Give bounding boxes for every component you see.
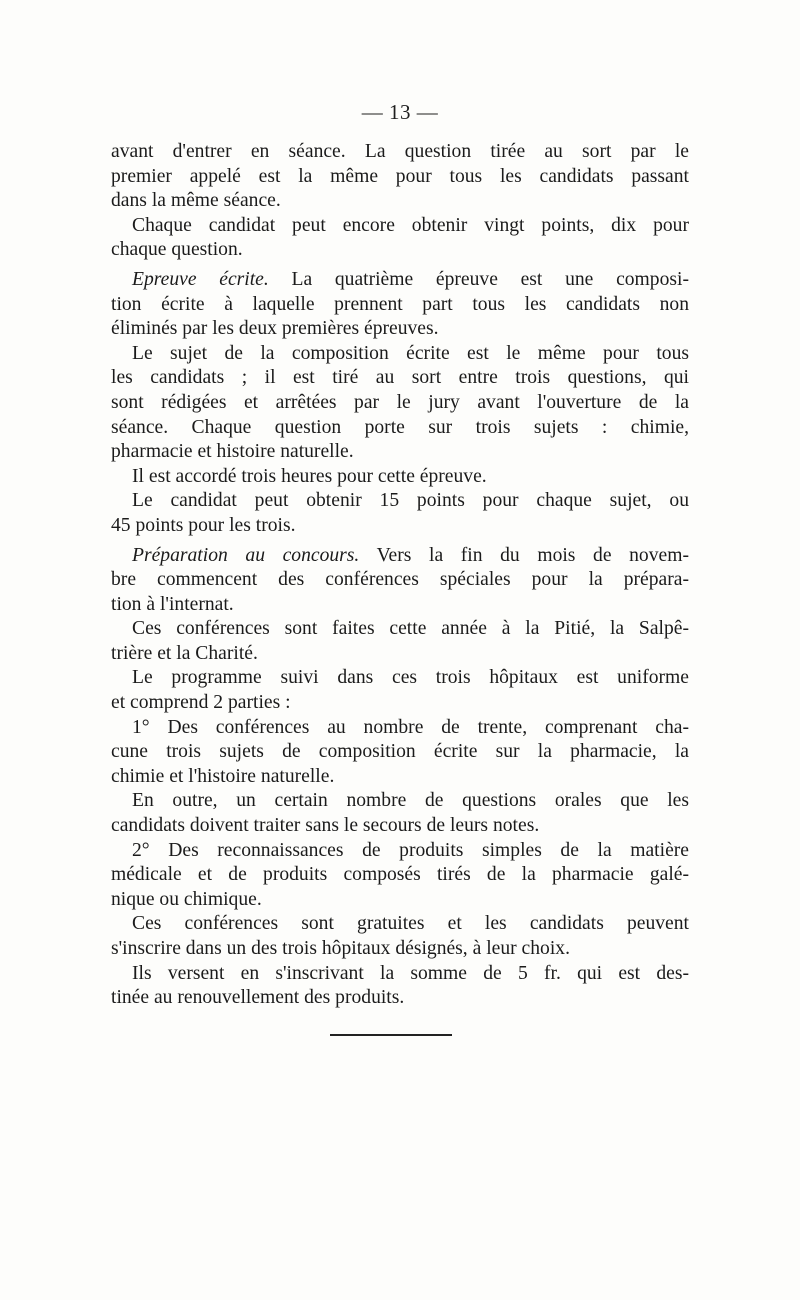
- text-line: [111, 642, 689, 667]
- text-line: [111, 238, 689, 263]
- text-line: [111, 366, 689, 391]
- text-line: [111, 593, 689, 618]
- page-number: — 13 —: [361, 100, 439, 124]
- text-line: [111, 912, 689, 937]
- line-text: nique ou chimique.: [111, 888, 262, 910]
- line-text: chimie et l'histoire naturelle.: [111, 765, 335, 787]
- line-text: pharmacie et histoire naturelle.: [111, 441, 354, 463]
- line-text: 1° Des conférences au nombre de trente, comprenant cha-: [132, 716, 689, 738]
- line-text: En outre, un certain nombre de questions orales que les: [132, 790, 689, 812]
- text-line: [111, 691, 689, 716]
- text-line: [111, 317, 689, 342]
- section-heading: Préparation au concours.: [132, 544, 360, 566]
- line-text: Ces conférences sont gratuites et les candidats peuvent: [132, 913, 689, 935]
- line-text: trière et la Charité.: [111, 642, 258, 664]
- body-text: [111, 140, 689, 1011]
- text-line: [111, 888, 689, 913]
- text-line: [111, 937, 689, 962]
- line-text: tinée au renouvellement des produits.: [111, 987, 405, 1009]
- text-line: [111, 666, 689, 691]
- line-text: premier appelé est la même pour tous les candidats passant: [111, 165, 689, 187]
- text-line: [111, 268, 689, 293]
- line-text: Le sujet de la composition écrite est le même pour tous: [132, 342, 689, 364]
- line-text: les candidats ; il est tiré au sort entre trois questions, qui: [111, 367, 689, 389]
- line-text: cune trois sujets de composition écrite sur la pharmacie, la: [111, 741, 689, 763]
- line-text: tion écrite à laquelle prennent part tous les candidats non: [111, 293, 689, 315]
- line-text: sont rédigées et arrêtées par le jury avant l'ouverture de la: [111, 391, 689, 413]
- line-text: Le programme suivi dans ces trois hôpitaux est uniforme: [132, 667, 689, 689]
- text-line: [111, 863, 689, 888]
- text-line: [111, 342, 689, 367]
- line-text: avant d'entrer en séance. La question tirée au sort par le: [111, 141, 689, 162]
- text-line: [111, 962, 689, 987]
- text-line: [111, 514, 689, 539]
- text-line: [111, 544, 689, 569]
- line-text: dans la même séance.: [111, 190, 281, 212]
- text-line: [111, 465, 689, 490]
- text-line: [111, 716, 689, 741]
- text-line: [111, 617, 689, 642]
- text-line: [111, 214, 689, 239]
- text-line: [111, 765, 689, 790]
- text-line: [111, 568, 689, 593]
- line-text: Ils versent en s'inscrivant la somme de 5 fr. qui est des-: [132, 962, 689, 984]
- text-line: [111, 293, 689, 318]
- line-text: Chaque candidat peut encore obtenir vingt points, dix pour: [132, 214, 689, 236]
- text-line: [111, 986, 689, 1011]
- text-line: [111, 489, 689, 514]
- line-text: éliminés par les deux premières épreuves.: [111, 318, 439, 340]
- line-text: candidats doivent traiter sans le secours de leurs notes.: [111, 815, 540, 837]
- text-line: [111, 165, 689, 190]
- end-rule: [330, 1034, 452, 1036]
- line-text: médicale et de produits composés tirés de la pharmacie galé-: [111, 864, 689, 886]
- text-line: [111, 789, 689, 814]
- text-line: [111, 140, 689, 165]
- line-text: La quatrième épreuve est une composi-: [268, 268, 689, 290]
- line-text: tion à l'internat.: [111, 593, 234, 615]
- line-text: 45 points pour les trois.: [111, 514, 296, 536]
- text-line: [111, 740, 689, 765]
- line-text: Le candidat peut obtenir 15 points pour chaque sujet, ou: [132, 490, 689, 512]
- line-text: s'inscrire dans un des trois hôpitaux désignés, à leur choix.: [111, 938, 570, 959]
- text-line: [111, 839, 689, 864]
- line-text: Il est accordé trois heures pour cette épreuve.: [132, 465, 487, 487]
- line-text: 2° Des reconnaissances de produits simples de la matière: [132, 839, 689, 861]
- line-text: chaque question.: [111, 239, 243, 261]
- text-line: [111, 189, 689, 214]
- line-text: bre commencent des conférences spéciales pour la prépara-: [111, 569, 689, 591]
- section-heading: Epreuve écrite.: [132, 268, 269, 290]
- text-line: [111, 814, 689, 839]
- text-line: [111, 440, 689, 465]
- line-text: Vers la fin du mois de novem-: [359, 544, 689, 566]
- text-line: [111, 391, 689, 416]
- line-text: et comprend 2 parties :: [111, 692, 291, 714]
- line-text: Ces conférences sont faites cette année à la Pitié, la Salpê-: [132, 618, 689, 640]
- line-text: séance. Chaque question porte sur trois sujets : chimie,: [111, 416, 689, 438]
- text-line: [111, 416, 689, 441]
